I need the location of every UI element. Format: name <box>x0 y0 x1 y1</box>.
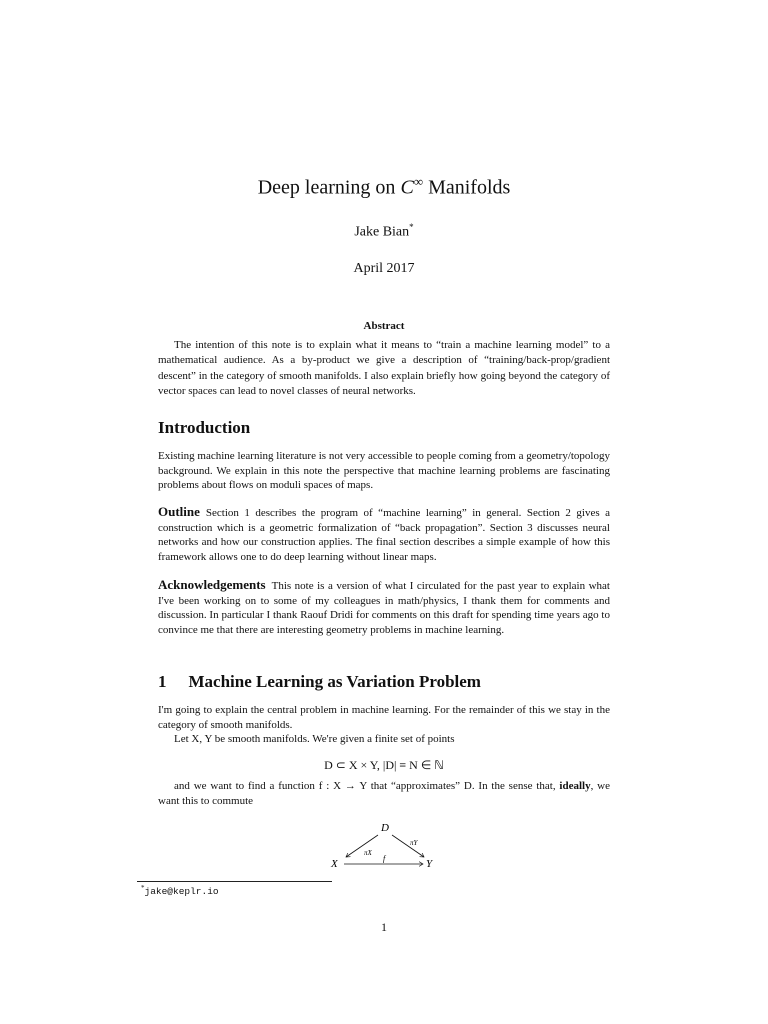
commutative-diagram <box>330 818 440 878</box>
title-superscript: ∞ <box>413 174 424 189</box>
diagram-node-d: D <box>381 822 389 834</box>
section1-number: 1 <box>158 672 167 691</box>
abstract-heading: Abstract <box>363 320 405 332</box>
footnote <box>141 884 219 897</box>
outline-label: Outline <box>158 504 200 519</box>
outline-text: Section 1 describes the program of “machine learning” in general. Section 2 gives a construction which is a geometric formalization of “back propagation”. Section 3 discusses neural networks and how our construction applies. The final section describes a simple example of how this framework allows one to do deep learning without linear maps. <box>158 507 610 563</box>
section1-para2: Let X, Y be smooth manifolds. We're given a finite set of points <box>174 733 455 745</box>
introduction-heading: Introduction <box>158 418 251 437</box>
section1-title: Machine Learning as Variation Problem <box>188 672 481 691</box>
equation: D ⊂ X × Y, |D| ≡ N ∈ ℕ <box>324 758 444 772</box>
acknowledgements-text: This note is a version of what I circulated for the past year to explain what I've been working on to some of my colleagues in math/physics, I thank them for comments and discussion. In particular I thank Raouf Dridi for comments on this draft for spending time years ago to convince me that there are interesting geometry problems in machine learning. <box>158 580 610 636</box>
para3-text-b: , we want this to commute <box>158 780 611 807</box>
para3-text-a: and we want to find a function f : X → Y that “approximates” D. In the sense that, <box>174 780 556 792</box>
paper-title <box>0 174 768 200</box>
section1-para3 <box>158 779 610 808</box>
page-number: 1 <box>381 920 387 934</box>
footnote-rule <box>137 881 332 882</box>
acknowledgements-label: Acknowledgements <box>158 577 266 592</box>
diagram-node-x: X <box>331 858 338 870</box>
arrow-pi-y <box>392 835 424 857</box>
arrow-pi-x <box>346 835 378 857</box>
author <box>0 222 768 241</box>
author-name: Jake Bian <box>354 224 410 240</box>
date: April 2017 <box>353 261 415 276</box>
acknowledgements-paragraph <box>158 578 610 637</box>
label-pi-x: πX <box>364 849 372 857</box>
diagram-node-y: Y <box>426 858 433 870</box>
outline-paragraph <box>158 505 610 564</box>
para3-bold: ideally <box>559 780 591 792</box>
section1-heading <box>158 672 481 692</box>
introduction-text: Existing machine learning literature is not very accessible to people coming from a geometry/topology background. We explain in this note the perspective that machine learning problems are fascinating problems about flows on moduli spaces of maps. <box>158 450 610 492</box>
footnote-mark: * <box>141 884 145 892</box>
title-suffix: Manifolds <box>423 176 511 199</box>
abstract-text: The intention of this note is to explain what it means to “train a machine learning model” to a mathematical audience. As a by-product we give a description of “training/back-prop/gradient descent” in the category of smooth manifolds. I also explain briefly how going beyond the category of vector spaces can lead to novel classes of neural networks. <box>158 339 610 398</box>
footnote-email[interactable]: jake@keplr.io <box>144 886 219 898</box>
title-prefix: Deep learning on <box>257 176 401 199</box>
section1-para1: I'm going to explain the central problem in machine learning. For the remainder of this we stay in the category of smooth manifolds. <box>158 704 610 731</box>
label-f: f <box>383 854 386 863</box>
title-symbol: C <box>400 176 414 199</box>
author-footnote-mark: * <box>409 222 414 232</box>
label-pi-y: πY <box>410 839 418 847</box>
